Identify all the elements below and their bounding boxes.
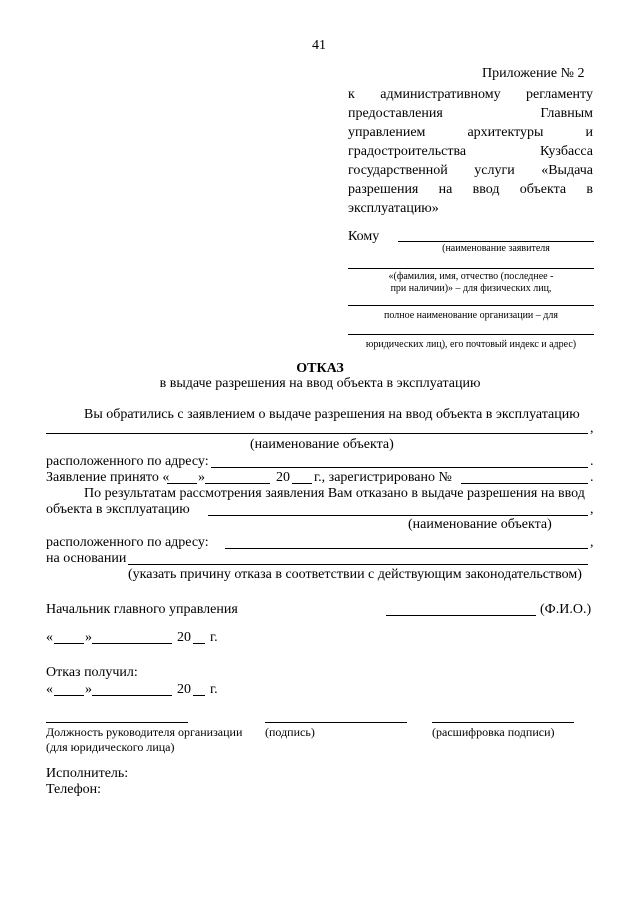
reason-hint: (указать причину отказа в соответствии с действующим законодательством): [128, 567, 582, 582]
date-open-1: «: [46, 630, 53, 645]
recipient-hint-2b: при наличии)» – для физических лиц,: [390, 283, 552, 294]
object-name-line-2: [208, 515, 588, 516]
appendix-line-7: эксплуатацию»: [348, 201, 439, 216]
object-name-hint-2: (наименование объекта): [408, 517, 552, 532]
date-open-2: «: [46, 682, 53, 697]
recipient-line-2: [348, 268, 594, 269]
comma-1: ,: [590, 421, 594, 436]
received-year-line: [292, 483, 312, 484]
received-prefix: Заявление принято «: [46, 470, 170, 485]
decode-caption: (расшифровка подписи): [432, 725, 555, 739]
recipient-hint-1: (наименование заявителя: [442, 243, 550, 254]
basis-line: [128, 564, 588, 565]
recipient-hint-3: полное наименование организации – для: [384, 310, 558, 321]
body-paragraph-1: Вы обратились с заявлением о выдаче разрешения на ввод объекта в эксплуатацию: [84, 407, 580, 422]
appendix-line-1: к административному регламенту: [348, 87, 593, 102]
address-line-2: [225, 548, 588, 549]
comma-2: ,: [590, 502, 594, 517]
address-label-2: расположенного по адресу:: [46, 535, 209, 550]
position-caption-2: (для юридического лица): [46, 740, 175, 754]
appendix-line-6: разрешения на ввод объекта в: [348, 182, 593, 197]
sign-caption: (подпись): [265, 725, 315, 739]
registration-number-line: [461, 483, 588, 484]
date-close-1: »: [85, 630, 92, 645]
chief-fio: (Ф.И.О.): [540, 602, 592, 617]
recipient-hint-2a: «(фамилия, имя, отчество (последнее -: [388, 271, 554, 282]
object-name-line: [46, 433, 588, 434]
date-g-1: г.: [210, 630, 218, 645]
date-year-1: 20: [177, 630, 191, 645]
date-year-line-2: [193, 695, 205, 696]
dot-1: .: [590, 454, 594, 469]
page-number: 41: [312, 38, 326, 53]
received-day-line: [167, 483, 197, 484]
date-day-line-1: [54, 643, 84, 644]
appendix-line-2: предоставления Главным: [348, 106, 593, 121]
received-quote: »: [198, 470, 205, 485]
date-close-2: »: [85, 682, 92, 697]
recipient-hint-4: юридических лиц), его почтовый индекс и адрес): [365, 339, 577, 350]
body-paragraph-2: По результатам рассмотрения заявления Вам отказано в выдаче разрешения на ввод: [84, 486, 585, 501]
date-month-line-1: [92, 643, 172, 644]
document-subtitle: в выдаче разрешения на ввод объекта в эксплуатацию: [159, 376, 481, 391]
position-caption: Должность руководителя организации: [46, 725, 243, 739]
body-paragraph-2b: объекта в эксплуатацию: [46, 502, 190, 517]
sign-line: [265, 722, 407, 723]
decode-line: [432, 722, 574, 723]
date-day-line-2: [54, 695, 84, 696]
basis-label: на основании: [46, 551, 127, 566]
chief-label: Начальник главного управления: [46, 602, 238, 617]
recipient-line-3: [348, 305, 594, 306]
object-name-hint: (наименование объекта): [250, 437, 394, 452]
recipient-line-1: [398, 241, 594, 242]
appendix-line-4: градостроительства Кузбасса: [348, 144, 593, 159]
recipient-label: Кому: [348, 229, 380, 244]
received-year: 20: [276, 470, 290, 485]
date-year-2: 20: [177, 682, 191, 697]
date-g-2: г.: [210, 682, 218, 697]
recipient-line-4: [348, 334, 594, 335]
appendix-line-3: управлением архитектуры и: [348, 125, 593, 140]
address-line: [211, 467, 588, 468]
comma-3: ,: [590, 535, 594, 550]
date-month-line-2: [92, 695, 172, 696]
appendix-title: Приложение № 2: [482, 66, 585, 81]
received-label: Отказ получил:: [46, 665, 138, 680]
appendix-line-5: государственной услуги «Выдача: [348, 163, 593, 178]
received-month-line: [205, 483, 270, 484]
address-label: расположенного по адресу:: [46, 454, 209, 469]
executor-label: Исполнитель:: [46, 766, 129, 781]
received-mid: г., зарегистрировано №: [314, 470, 452, 485]
dot-2: .: [590, 470, 594, 485]
chief-fio-line: [386, 615, 536, 616]
position-line: [46, 722, 188, 723]
document-title: ОТКАЗ: [296, 361, 344, 376]
date-year-line-1: [193, 643, 205, 644]
phone-label: Телефон:: [46, 782, 102, 797]
